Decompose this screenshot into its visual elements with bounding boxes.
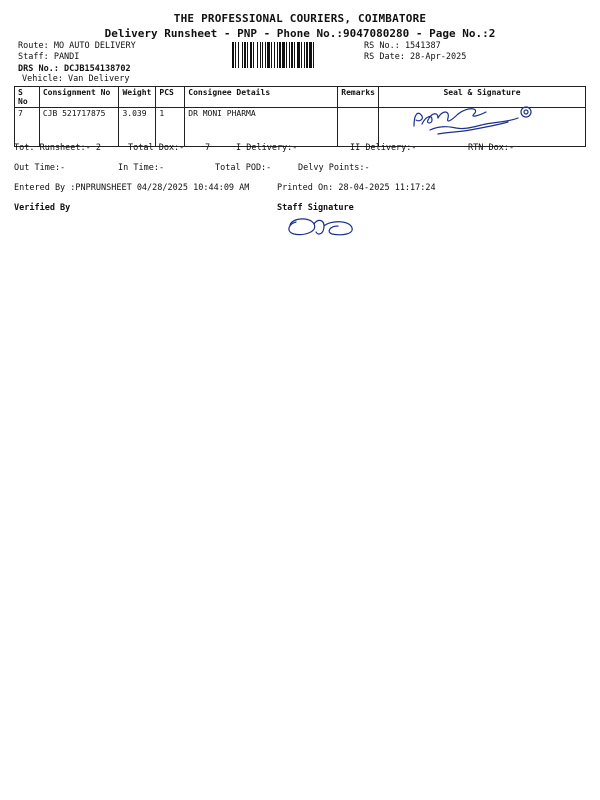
cell-consignment: CJB 521717875: [39, 108, 119, 147]
col-header-weight: Weight: [119, 87, 156, 108]
tot-runsheet: Tot. Runsheet:- 2: [14, 143, 101, 153]
staff-signature-mark: [284, 214, 356, 240]
staff-field: Staff: PANDI: [18, 52, 80, 62]
route-field: Route: MO AUTO DELIVERY: [18, 41, 136, 51]
col-header-consignee: Consignee Details: [185, 87, 338, 108]
total-pod: Total POD:-: [215, 163, 272, 173]
total-dox-value: 7: [205, 143, 211, 153]
rs-number: RS No.: 1541387: [364, 41, 441, 51]
drs-field: DRS No.: DCJB154138702: [18, 64, 131, 74]
col-header-seal: Seal & Signature: [378, 87, 585, 108]
rs-date: RS Date: 28-Apr-2025: [364, 52, 467, 62]
cell-sno: 7: [15, 108, 40, 147]
runsheet-subtitle: Delivery Runsheet - PNP - Phone No.:9047080280 - Page No.:2: [104, 27, 496, 40]
printed-on: Printed On: 28-04-2025 11:17:24: [277, 183, 436, 193]
col-header-remarks: Remarks: [338, 87, 379, 108]
out-time: Out Time:-: [14, 163, 66, 173]
col-header-consignment: Consignment No: [39, 87, 119, 108]
staff-signature-label: Staff Signature: [277, 203, 354, 213]
i-delivery: I Delivery:-: [236, 143, 298, 153]
rtn-dox: RTN Dox:-: [468, 143, 515, 153]
cell-consignee: DR MONI PHARMA: [185, 108, 338, 147]
col-header-pcs: PCS: [156, 87, 185, 108]
total-dox-label: Total Dox:-: [128, 143, 185, 153]
cell-remarks: [338, 108, 379, 147]
ii-delivery: II Delivery:-: [350, 143, 417, 153]
company-title: THE PROFESSIONAL COURIERS, COIMBATORE: [173, 12, 427, 25]
entered-by: Entered By :PNPRUNSHEET 04/28/2025 10:44:09 AM: [14, 183, 250, 193]
delvy-points: Delvy Points:-: [298, 163, 370, 173]
cell-pcs: 1: [156, 108, 185, 147]
barcode-image: [232, 42, 350, 68]
vehicle-field: Vehicle: Van Delivery: [22, 74, 130, 84]
col-header-sno: S No: [15, 87, 40, 108]
handwritten-signature: [408, 96, 538, 138]
in-time: In Time:-: [118, 163, 165, 173]
cell-weight: 3.039: [119, 108, 156, 147]
verified-by-label: Verified By: [14, 203, 71, 213]
